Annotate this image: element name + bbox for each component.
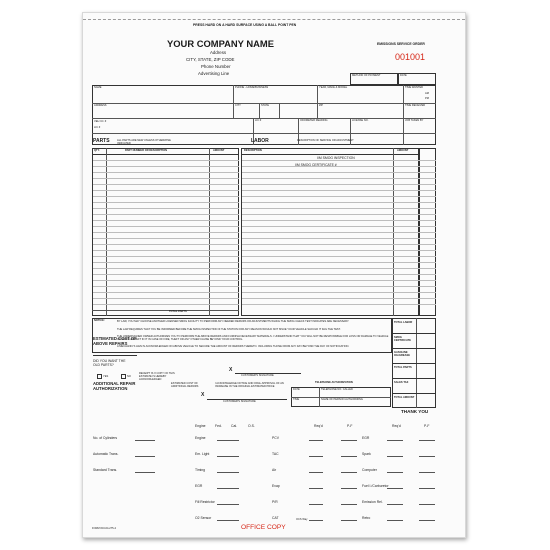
customer-name-field[interactable]: NAME [94,86,102,89]
check-item-col3: EGR [362,436,370,440]
customer-city-field[interactable]: CITY [235,104,241,107]
company-name: YOUR COMPANY NAME [167,38,274,49]
check-item-col3: Spark [362,452,371,456]
check-item-col2: Evap [272,484,280,488]
parts-row-line[interactable] [93,304,239,305]
labor-row-line[interactable] [242,214,436,215]
parts-total-label: TOTAL PARTS [169,310,187,313]
check-line-reqd-1[interactable] [309,488,323,489]
reqd-header-1: Req'd [314,424,323,428]
check-line-pf-2[interactable] [419,456,435,457]
notice-p1: BY LAW, YOU MAY CHOOSE ANOTHER LICENSED SMOG FACILITY TO PERFORM ANY NEEDED REPAIRS OR ADJUSTMENTS WHICH THE SMOG CHECK TEST INDICATES ARE NECESSARY. [117,320,350,323]
fuel-option-os[interactable]: O.S. [248,424,255,428]
check-line-pf-1[interactable] [341,472,357,473]
check-line-reqd-2[interactable] [387,440,403,441]
ocs-way-label: OCS Way [296,518,308,521]
vehicle-field[interactable]: YEAR, MAKE & MODEL [319,86,348,89]
smog-inspection-line: I/M SMOG INSPECTION [317,156,355,160]
labor-row-line[interactable] [242,178,436,179]
signature-line-2[interactable]: CUSTOMER'S SIGNATURE [223,400,256,403]
check-line-reqd-1[interactable] [309,440,323,441]
phone-auth-date[interactable]: DATE [293,388,300,391]
total-parts-total-label: TOTAL PARTS [394,366,412,369]
pm-option[interactable]: PM [425,97,429,100]
check-item-col1: O2 Sensor [195,516,212,520]
time-wanted-field[interactable]: TIME WANTED [405,86,424,89]
parts-row-line[interactable] [93,172,239,173]
standard-label: Standard Trans. [93,468,118,472]
parts-row-line[interactable] [93,244,239,245]
check-line-reqd-2[interactable] [387,520,403,521]
check-item-col1: Em. Light [195,452,210,456]
notice-p3: THE UNDERSIGNED OWNER AUTHORIZES YOU TO PERFORM THE ABOVE REPAIRS AND FURNISH NECESSARY MATERIALS. I UNDERSTAND THAT YOU WILL NOT BE RESPONSIBLE FOR LOSS OR DAMAGE TO VEHICLE OR ARTICLES LEFT IN IT IN CASE OF FIRE, THEFT OR ANY OTHER CAUSE BEYOND YOUR CONTROL. [117,335,389,342]
customer-phone-field[interactable]: PHONE - HOME/BUSINESS [235,86,269,89]
order-type: EMISSIONS SERVICE ORDER [377,42,425,46]
check-line-pf-2[interactable] [419,472,435,473]
check-line-reqd-2[interactable] [387,488,403,489]
company-advertising: Advertising Line [198,71,230,76]
labor-row-line[interactable] [242,286,436,287]
labor-row-line[interactable] [242,190,436,191]
notice-label: NOTICE: [94,319,105,322]
company-address: Address [210,50,227,55]
smog-cert-total-value[interactable] [417,334,435,347]
perforation-line [83,19,465,20]
cylinders-label: No. of Cylinders [93,436,118,440]
labor-row-line[interactable] [242,274,436,275]
parts-row-line[interactable] [93,190,239,191]
parts-row-line[interactable] [93,274,239,275]
estimated-additional-label: ESTIMATED COST OF ADDITIONAL REPAIRS [171,382,199,389]
pf-header-1: P-F [347,424,353,428]
check-line-col1[interactable] [217,472,239,473]
customer-state-field[interactable]: STATE [261,104,269,107]
phone-auth-label: TELEPHONE AUTHORIZATION [315,381,353,384]
check-item-col3: Computer [362,468,377,472]
parts-row-line[interactable] [93,256,239,257]
customer-address-field[interactable]: ADDRESS [94,104,107,107]
check-line-pf-1[interactable] [341,456,357,457]
parts-row-line[interactable] [93,292,239,293]
job-taken-by-field[interactable]: JOB TAKEN BY [405,119,424,122]
time-received-field[interactable]: TIME RECEIVED [405,104,426,107]
notice-p4: A MECHANIC'S LIEN IS ACKNOWLEDGED ON ABOVE VEHICLE TO SECURE THE AMOUNT OF REPAIRS THERETO. INCLUDING THOSE FROM ANY DAY BEYOND THE DAY OF NOTIFICATION. [117,345,350,348]
company-city-state-zip: CITY, STATE, ZIP CODE [186,57,235,62]
labor-row-line[interactable] [242,244,436,245]
service-order-form: PRESS HARD ON A HARD SURFACE USING A BALL POINT PEN YOUR COMPANY NAME Address CITY, STATE, ZIP CODE Phone Number Advertising Line EMISSIONS SERVICE ORDER 001001 METHOD OF PAYMENT DATE NAME PHONE - HOME/BUSINESS YEAR, MAKE & MODEL TIME WANTED AM PM ADDRESS CITY STATE ZIP TIME RECEIVED VEH I.D. # LIC # LIC # ODOMETER READING LICENSE NO. JOB TAKEN BY PARTS ALL PARTS ARE NEW UNLESS OTHERWISE INDICATED LABOR DESCRIPTION OF SERVICE OR ADJUSTMENT QTY. PART NUMBER OR DESCRIPTION AMOUNT TOTAL PARTS DESCRIPTION AMOUNT I/M SMOG INSPECTION I/M SMOG CERTIFICATE # NOTICE: BY LAW, YOU MAY CHOOSE ANOTHER LICENSED SMOG FACILITY TO PERFORM ANY NEEDED REPAIRS OR ADJUSTMENTS WHICH THE SMOG CHECK TEST INDICATES ARE NECESSARY. THE LAW REQUIRES THAT YOU BE INFORMED BEFORE THE SMOG INSPECTION IF THE STATION FOR ANY REASON WOULD NOT ISSUE YOUR VEHICLE SHOULD IT FAIL THE TEST. THE UNDERSIGNED OWNER AUTHORIZES YOU TO PERFORM THE ABOVE REPAIRS AND FURNISH NECESSARY MATERIALS. I UNDERSTAND THAT YOU WILL NOT BE RESPONSIBLE FOR LOSS OR DAMAGE TO VEHICLE OR ARTICLES LEFT IN IT IN CASE OF FIRE, THEFT OR ANY OTHER CAUSE BEYOND YOUR CONTROL. A MECHANIC'S LIEN IS ACKNOWLEDGED ON ABOVE VEHICLE TO SECURE THE AMOUNT OF REPAIRS THERETO. INCLUDING THOSE FROM ANY DAY BEYOND THE DAY OF NOTIFICATION. ESTIMATED COST OF ABOVE REPAIRS DID YOU WANT THE OLD PARTS? YES NO ADDITIONAL REPAIR AUTHORIZATION RECEIPT IS X COPY OF THIS ESTIMATE IS HEREBY ACKNOWLEDGED X CUSTOMER'S SIGNATURE ESTIMATED COST OF ADDITIONAL REPAIRS I ACKNOWLEDGE NOTICE AND ORAL APPROVAL OF AN INCREASE IN THE ORIGINAL ESTIMATED PRICE X CUSTOMER'S SIGNATURE TELEPHONE AUTHORIZATION DATE TELEPHONE NO. CALLED TIME NAME OF PERSON AUTHORIZING THANK YOU No. of Cylinders Automatic Trans. Standard Trans. Engine Fed. Cal. O.S. Req'd P-F Req'd P-F OCS Way FORM #CC24-275-4 OFFICE COPY TOTAL LABOR SMOG CERTIFICATE GASOLINE OIL/GREASE TOTAL PARTS SALES TAX TOTAL AMOUNT Engine PCV EGR Em. Light TAC Spark Timing Air Computer EGR Evap Fuel I./Carburetor Fill Restrictor P/R Emission Rel. O2 Sensor CAT Retro [82,12,466,538]
gas-oil-grease-total-value[interactable] [417,349,435,362]
total-parts-total-value[interactable] [417,364,435,377]
payment-method-label: METHOD OF PAYMENT [352,74,381,77]
parts-row-line[interactable] [93,208,239,209]
lic-field[interactable]: LIC # [94,126,101,129]
labor-row-line[interactable] [242,160,436,161]
labor-row-line[interactable] [242,268,436,269]
office-copy-label: OFFICE COPY [241,524,286,531]
labor-row-line[interactable] [242,280,436,281]
check-line-pf-1[interactable] [341,488,357,489]
parts-row-line[interactable] [93,220,239,221]
check-item-col3: Retro [362,516,371,520]
parts-col-amount: AMOUNT [213,149,225,152]
sales-tax-total-value[interactable] [417,379,435,392]
parts-row-line[interactable] [93,280,239,281]
total-labor-label: TOTAL LABOR [394,321,413,324]
notice-p2: THE LAW REQUIRES THAT YOU BE INFORMED BEFORE THE SMOG INSPECTION IF THE STATION FOR ANY REASON WOULD NOT ISSUE YOUR VEHICLE SHOULD IT FAIL THE TEST. [117,328,341,331]
engine-type-label: Engine [195,424,206,428]
parts-row-line[interactable] [93,178,239,179]
parts-col-qty: QTY. [94,149,100,152]
parts-row-line[interactable] [93,226,239,227]
labor-row-line[interactable] [242,202,436,203]
company-phone: Phone Number [201,64,231,69]
labor-col-desc: DESCRIPTION [244,149,262,152]
labor-col-amount: AMOUNT [397,149,409,152]
sales-tax-total-label: SALES TAX [394,381,409,384]
parts-row-line[interactable] [93,250,239,251]
old-parts-yes[interactable]: YES [97,374,108,379]
check-item-col1: Engine [195,436,206,440]
total-amount-value[interactable] [417,394,435,407]
parts-row-line[interactable] [93,196,239,197]
smog-certificate-line: I/M SMOG CERTIFICATE # [295,163,337,167]
additional-repair-label: ADDITIONAL REPAIR AUTHORIZATION [93,381,136,391]
gas-oil-grease-total-label: GASOLINE OIL/GREASE [394,351,410,357]
form-code: FORM #CC24-275-4 [92,527,116,530]
labor-row-line[interactable] [242,298,436,299]
labor-row-line[interactable] [242,250,436,251]
phone-auth-name[interactable]: NAME OF PERSON AUTHORIZING [321,398,363,401]
parts-row-line[interactable] [93,298,239,299]
check-line-pf-1[interactable] [341,520,357,521]
phone-auth-telephone[interactable]: TELEPHONE NO. CALLED [321,388,353,391]
parts-row-line[interactable] [93,160,239,161]
parts-title: PARTS [93,138,110,144]
labor-row-line[interactable] [242,238,436,239]
check-line-col1[interactable] [217,456,239,457]
labor-row-line[interactable] [242,196,436,197]
thank-you-text: THANK YOU [401,409,429,414]
parts-row-line[interactable] [93,268,239,269]
phone-auth-time[interactable]: TIME [293,398,300,401]
parts-row-line[interactable] [93,286,239,287]
check-line-pf-1[interactable] [341,440,357,441]
check-line-col1[interactable] [217,488,239,489]
parts-row-line[interactable] [93,262,239,263]
check-item-col3: Emission Rel. [362,500,383,504]
old-parts-no[interactable]: NO [121,374,131,379]
labor-row-line[interactable] [242,304,436,305]
check-item-col1: Timing [195,468,206,472]
signature-line-1[interactable]: CUSTOMER'S SIGNATURE [241,374,274,377]
order-number: 001001 [395,52,426,62]
parts-col-desc: PART NUMBER OR DESCRIPTION [125,149,168,152]
receipt-note: RECEIPT IS X COPY OF THIS ESTIMATE IS HEREBY ACKNOWLEDGED [139,372,175,382]
license-no-field[interactable]: LICENSE NO. [352,119,369,122]
parts-note: ALL PARTS ARE NEW UNLESS OTHERWISE INDICATED [117,139,171,146]
labor-row-line[interactable] [242,292,436,293]
total-amount-label: TOTAL AMOUNT [394,396,415,399]
am-option[interactable]: AM [425,92,429,95]
check-line-reqd-1[interactable] [309,504,323,505]
check-line-col1[interactable] [217,504,239,505]
check-item-col2: P/R [272,500,278,504]
odometer-field[interactable]: ODOMETER READING [300,119,328,122]
check-item-col1: EGR [195,484,203,488]
parts-row-line[interactable] [93,238,239,239]
parts-row-line[interactable] [93,184,239,185]
fuel-option-fed[interactable]: Fed. [215,424,222,428]
check-line-reqd-1[interactable] [309,472,323,473]
pen-instruction: PRESS HARD ON A HARD SURFACE USING A BALL POINT PEN [193,23,297,27]
labor-row-line[interactable] [242,220,436,221]
parts-row-line[interactable] [93,214,239,215]
labor-row-line[interactable] [242,184,436,185]
labor-row-line[interactable] [242,208,436,209]
check-line-pf-2[interactable] [419,520,435,521]
labor-row-line[interactable] [242,256,436,257]
vin-field[interactable]: VEH I.D. # [94,120,107,123]
parts-row-line[interactable] [93,202,239,203]
check-item-col2: CAT [272,516,279,520]
labor-row-line[interactable] [242,226,436,227]
old-parts-question: DID YOU WANT THE OLD PARTS? [93,359,126,367]
total-labor-value[interactable] [417,319,435,332]
labor-row-line[interactable] [242,232,436,233]
check-line-reqd-2[interactable] [387,504,403,505]
check-item-col3: Fuel I./Carburetor [362,484,389,488]
check-line-pf-1[interactable] [341,504,357,505]
check-line-col1[interactable] [217,440,239,441]
check-line-pf-2[interactable] [419,440,435,441]
lic-field-2[interactable]: LIC # [255,119,262,122]
labor-note: DESCRIPTION OF SERVICE OR ADJUSTMENT [297,139,354,142]
ack-additional-text: I ACKNOWLEDGE NOTICE AND ORAL APPROVAL OF AN INCREASE IN THE ORIGINAL ESTIMATED PRICE [215,382,284,389]
date-label: DATE [400,74,407,77]
check-line-reqd-2[interactable] [387,456,403,457]
check-line-reqd-1[interactable] [309,456,323,457]
estimated-cost-label: ESTIMATED COST OF ABOVE REPAIRS [93,336,137,346]
fuel-option-cal[interactable]: Cal. [231,424,238,428]
labor-row-line[interactable] [242,262,436,263]
check-line-reqd-1[interactable] [309,520,323,521]
labor-row-line[interactable] [242,172,436,173]
parts-row-line[interactable] [93,166,239,167]
labor-title: LABOR [251,138,269,144]
check-item-col2: Air [272,468,277,472]
pf-header-2: P-F [424,424,430,428]
check-item-col2: TAC [272,452,279,456]
check-line-pf-2[interactable] [419,488,435,489]
check-item-col2: PCV [272,436,279,440]
check-line-col1[interactable] [217,520,239,521]
smog-cert-total-label: SMOG CERTIFICATE [394,336,411,342]
automatic-label: Automatic Trans. [93,452,119,456]
check-line-pf-2[interactable] [419,504,435,505]
reqd-header-2: Req'd [392,424,401,428]
customer-info-block [92,85,436,145]
parts-row-line[interactable] [93,232,239,233]
check-item-col1: Fill Restrictor [195,500,215,504]
customer-zip-field[interactable]: ZIP [319,104,324,107]
check-line-reqd-2[interactable] [387,472,403,473]
